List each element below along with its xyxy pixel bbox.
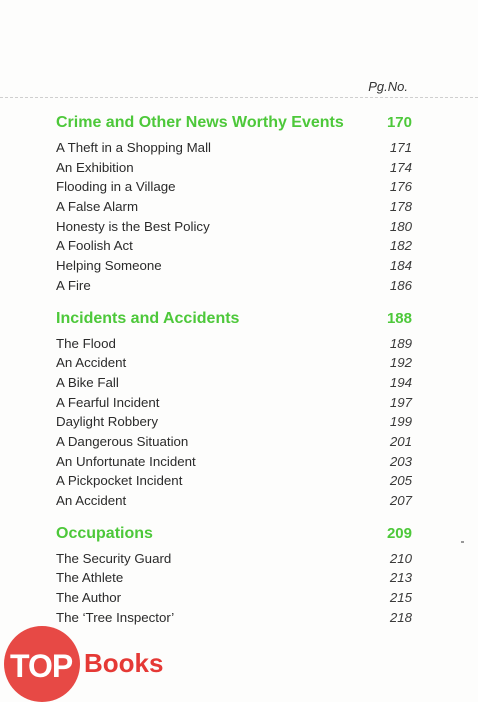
entry-title: A Theft in a Shopping Mall xyxy=(56,140,211,155)
entry-title: The ‘Tree Inspector’ xyxy=(56,609,175,625)
logo-top-text: TOP xyxy=(10,648,73,684)
toc-entry xyxy=(56,197,412,217)
entry-title: A Dangerous Situation xyxy=(56,433,189,449)
section-title: Incidents and Accidents xyxy=(56,309,240,327)
entry-page-number: 207 xyxy=(389,493,412,508)
toc-entry xyxy=(56,588,412,608)
entry-page-number: 184 xyxy=(389,258,412,274)
entry-page-number: 201 xyxy=(389,433,412,449)
entry-title: The Flood xyxy=(56,335,116,351)
entry-page-number: 176 xyxy=(389,179,412,195)
toc-entry xyxy=(56,452,412,472)
entry-title: A Fearful Incident xyxy=(56,394,160,410)
entry-page-number: 189 xyxy=(389,335,412,351)
toc-entry xyxy=(56,256,412,276)
entry-page-number: 197 xyxy=(389,394,412,410)
topbooks-watermark-logo xyxy=(0,612,185,700)
entry-title: The Author xyxy=(56,590,122,606)
toc-entry xyxy=(56,491,412,511)
entry-title: A Pickpocket Incident xyxy=(56,473,183,489)
section-page-number: 188 xyxy=(386,309,412,327)
entry-title: The Athlete xyxy=(56,570,124,586)
table-of-contents xyxy=(56,110,412,637)
toc-entry xyxy=(56,353,412,373)
entry-page-number: 194 xyxy=(389,374,412,390)
entry-page-number: 205 xyxy=(389,473,412,489)
scan-speck xyxy=(461,541,464,543)
section-page-number: 170 xyxy=(386,114,412,131)
entry-title: A Fire xyxy=(56,277,91,293)
toc-entry xyxy=(56,158,412,178)
entry-title: Daylight Robbery xyxy=(56,414,158,430)
entry-title: An Accident xyxy=(56,355,127,371)
page-number-header: Pg.No. xyxy=(368,79,408,94)
entry-page-number: 203 xyxy=(389,453,412,469)
header-divider xyxy=(0,97,478,98)
entry-page-number: 218 xyxy=(389,609,412,625)
section-heading xyxy=(56,521,412,547)
entry-title: Flooding in a Village xyxy=(56,179,176,195)
entry-page-number: 215 xyxy=(389,590,412,606)
toc-section xyxy=(56,306,412,511)
section-title: Occupations xyxy=(56,524,153,542)
toc-entry xyxy=(56,549,412,569)
toc-entry xyxy=(56,334,412,354)
toc-entry xyxy=(56,177,412,197)
toc-entry xyxy=(56,236,412,256)
entry-page-number: 174 xyxy=(389,159,412,175)
toc-entry xyxy=(56,568,412,588)
entry-page-number: 199 xyxy=(389,414,412,430)
toc-section xyxy=(56,110,412,296)
entry-title: A Foolish Act xyxy=(56,238,133,254)
entry-title: A Bike Fall xyxy=(56,374,119,390)
entry-title: The Security Guard xyxy=(56,550,172,566)
entry-page-number: 180 xyxy=(389,218,412,234)
toc-entry xyxy=(56,138,412,158)
toc-entry xyxy=(56,412,412,432)
toc-entry xyxy=(56,432,412,452)
toc-entry xyxy=(56,471,412,491)
section-title: Crime and Other News Worthy Events xyxy=(56,114,344,131)
entry-page-number: 213 xyxy=(389,570,412,586)
section-page-number: 209 xyxy=(386,524,412,542)
entry-page-number: 210 xyxy=(389,550,412,566)
entry-page-number: 182 xyxy=(389,238,412,254)
entry-page-number: 171 xyxy=(389,140,412,155)
toc-entry xyxy=(56,276,412,296)
entry-title: Honesty is the Best Policy xyxy=(56,218,210,234)
toc-entry xyxy=(56,373,412,393)
entry-title: An Exhibition xyxy=(56,159,134,175)
toc-entry xyxy=(56,217,412,237)
entry-title: An Accident xyxy=(56,493,127,508)
entry-title: An Unfortunate Incident xyxy=(56,453,196,469)
entry-title: Helping Someone xyxy=(56,258,162,274)
toc-entry xyxy=(56,393,412,413)
entry-page-number: 192 xyxy=(389,355,412,371)
section-heading xyxy=(56,306,412,332)
logo-books-text: Books xyxy=(84,648,164,678)
entry-page-number: 178 xyxy=(389,199,412,215)
entry-page-number: 186 xyxy=(389,277,412,293)
entry-title: A False Alarm xyxy=(56,199,139,215)
section-heading xyxy=(56,110,412,136)
